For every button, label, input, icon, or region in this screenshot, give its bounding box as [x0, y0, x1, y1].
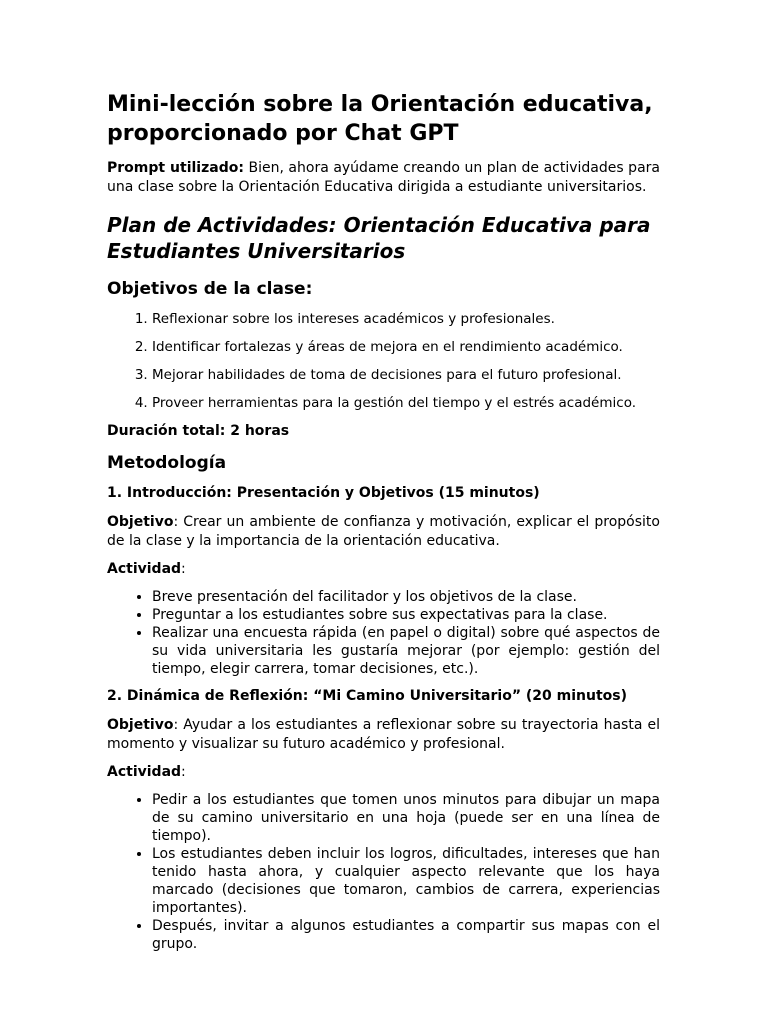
- list-item: • Después, invitar a algunos estudiantes a compartir sus mapas con el grupo.: [152, 917, 660, 953]
- activity-list-2: [107, 791, 660, 953]
- prompt-text: Bien, ahora ayúdame creando un plan de actividades para una clase sobre la Orientación Educativa dirigida a estudiante universitarios.: [107, 160, 660, 195]
- section-objective-1: [107, 513, 660, 551]
- section-activity-label-2: [107, 763, 660, 782]
- objective-item: 3. Mejorar habilidades de toma de decisiones para el futuro profesional.: [152, 366, 660, 385]
- list-item: • Pedir a los estudiantes que tomen unos minutos para dibujar un mapa de su camino universitario en una hoja (puede ser en una línea de tiempo).: [152, 791, 660, 845]
- section-heading-2: 2. Dinámica de Reflexión: “Mi Camino Universitario” (20 minutos): [107, 688, 628, 704]
- activity-label: Actividad: [107, 561, 182, 577]
- document-title: Mini-lección sobre la Orientación educativa, proporcionado por Chat GPT: [107, 92, 653, 146]
- list-item: • Breve presentación del facilitador y los objetivos de la clase.: [152, 588, 660, 606]
- objectives-list: [107, 310, 660, 413]
- prompt-label: Prompt utilizado:: [107, 160, 244, 176]
- prompt-paragraph: [107, 159, 660, 197]
- list-item: • Preguntar a los estudiantes sobre sus expectativas para la clase.: [152, 606, 660, 624]
- objective-item: 1. Reflexionar sobre los intereses académicos y profesionales.: [152, 310, 660, 329]
- section-objective-2: [107, 716, 660, 754]
- activity-label: Actividad: [107, 764, 182, 780]
- objectives-heading: Objetivos de la clase:: [107, 279, 313, 299]
- section-heading-1: 1. Introducción: Presentación y Objetivos (15 minutos): [107, 485, 540, 501]
- objective-item: 2. Identificar fortalezas y áreas de mejora en el rendimiento académico.: [152, 338, 660, 357]
- objective-text: : Crear un ambiente de confianza y motivación, explicar el propósito de la clase y la importancia de la orientación educativa.: [107, 514, 660, 549]
- objective-item: 4. Proveer herramientas para la gestión del tiempo y el estrés académico.: [152, 394, 660, 413]
- list-item: • Los estudiantes deben incluir los logros, dificultades, intereses que han tenido hasta ahora, y cualquier aspecto relevante que los haya marcado (decisiones que tomaron, cambios de carrera, experiencias importantes).: [152, 845, 660, 917]
- objective-text: : Ayudar a los estudiantes a reflexionar sobre su trayectoria hasta el momento y visualizar su futuro académico y profesional.: [107, 717, 660, 752]
- methodology-heading: Metodología: [107, 453, 227, 473]
- objective-label: Objetivo: [107, 514, 174, 530]
- objective-label: Objetivo: [107, 717, 174, 733]
- list-item: • Realizar una encuesta rápida (en papel o digital) sobre qué aspectos de su vida universitaria les gustaría mejorar (por ejemplo: gestión del tiempo, elegir carrera, tomar decisiones, etc.).: [152, 624, 660, 678]
- activity-list-1: [107, 588, 660, 678]
- duration-text: Duración total: 2 horas: [107, 423, 290, 439]
- activity-colon: :: [181, 764, 186, 780]
- plan-title: Plan de Actividades: Orientación Educativa para Estudiantes Universitarios: [107, 213, 651, 263]
- section-activity-label-1: [107, 560, 660, 579]
- activity-colon: :: [181, 561, 186, 577]
